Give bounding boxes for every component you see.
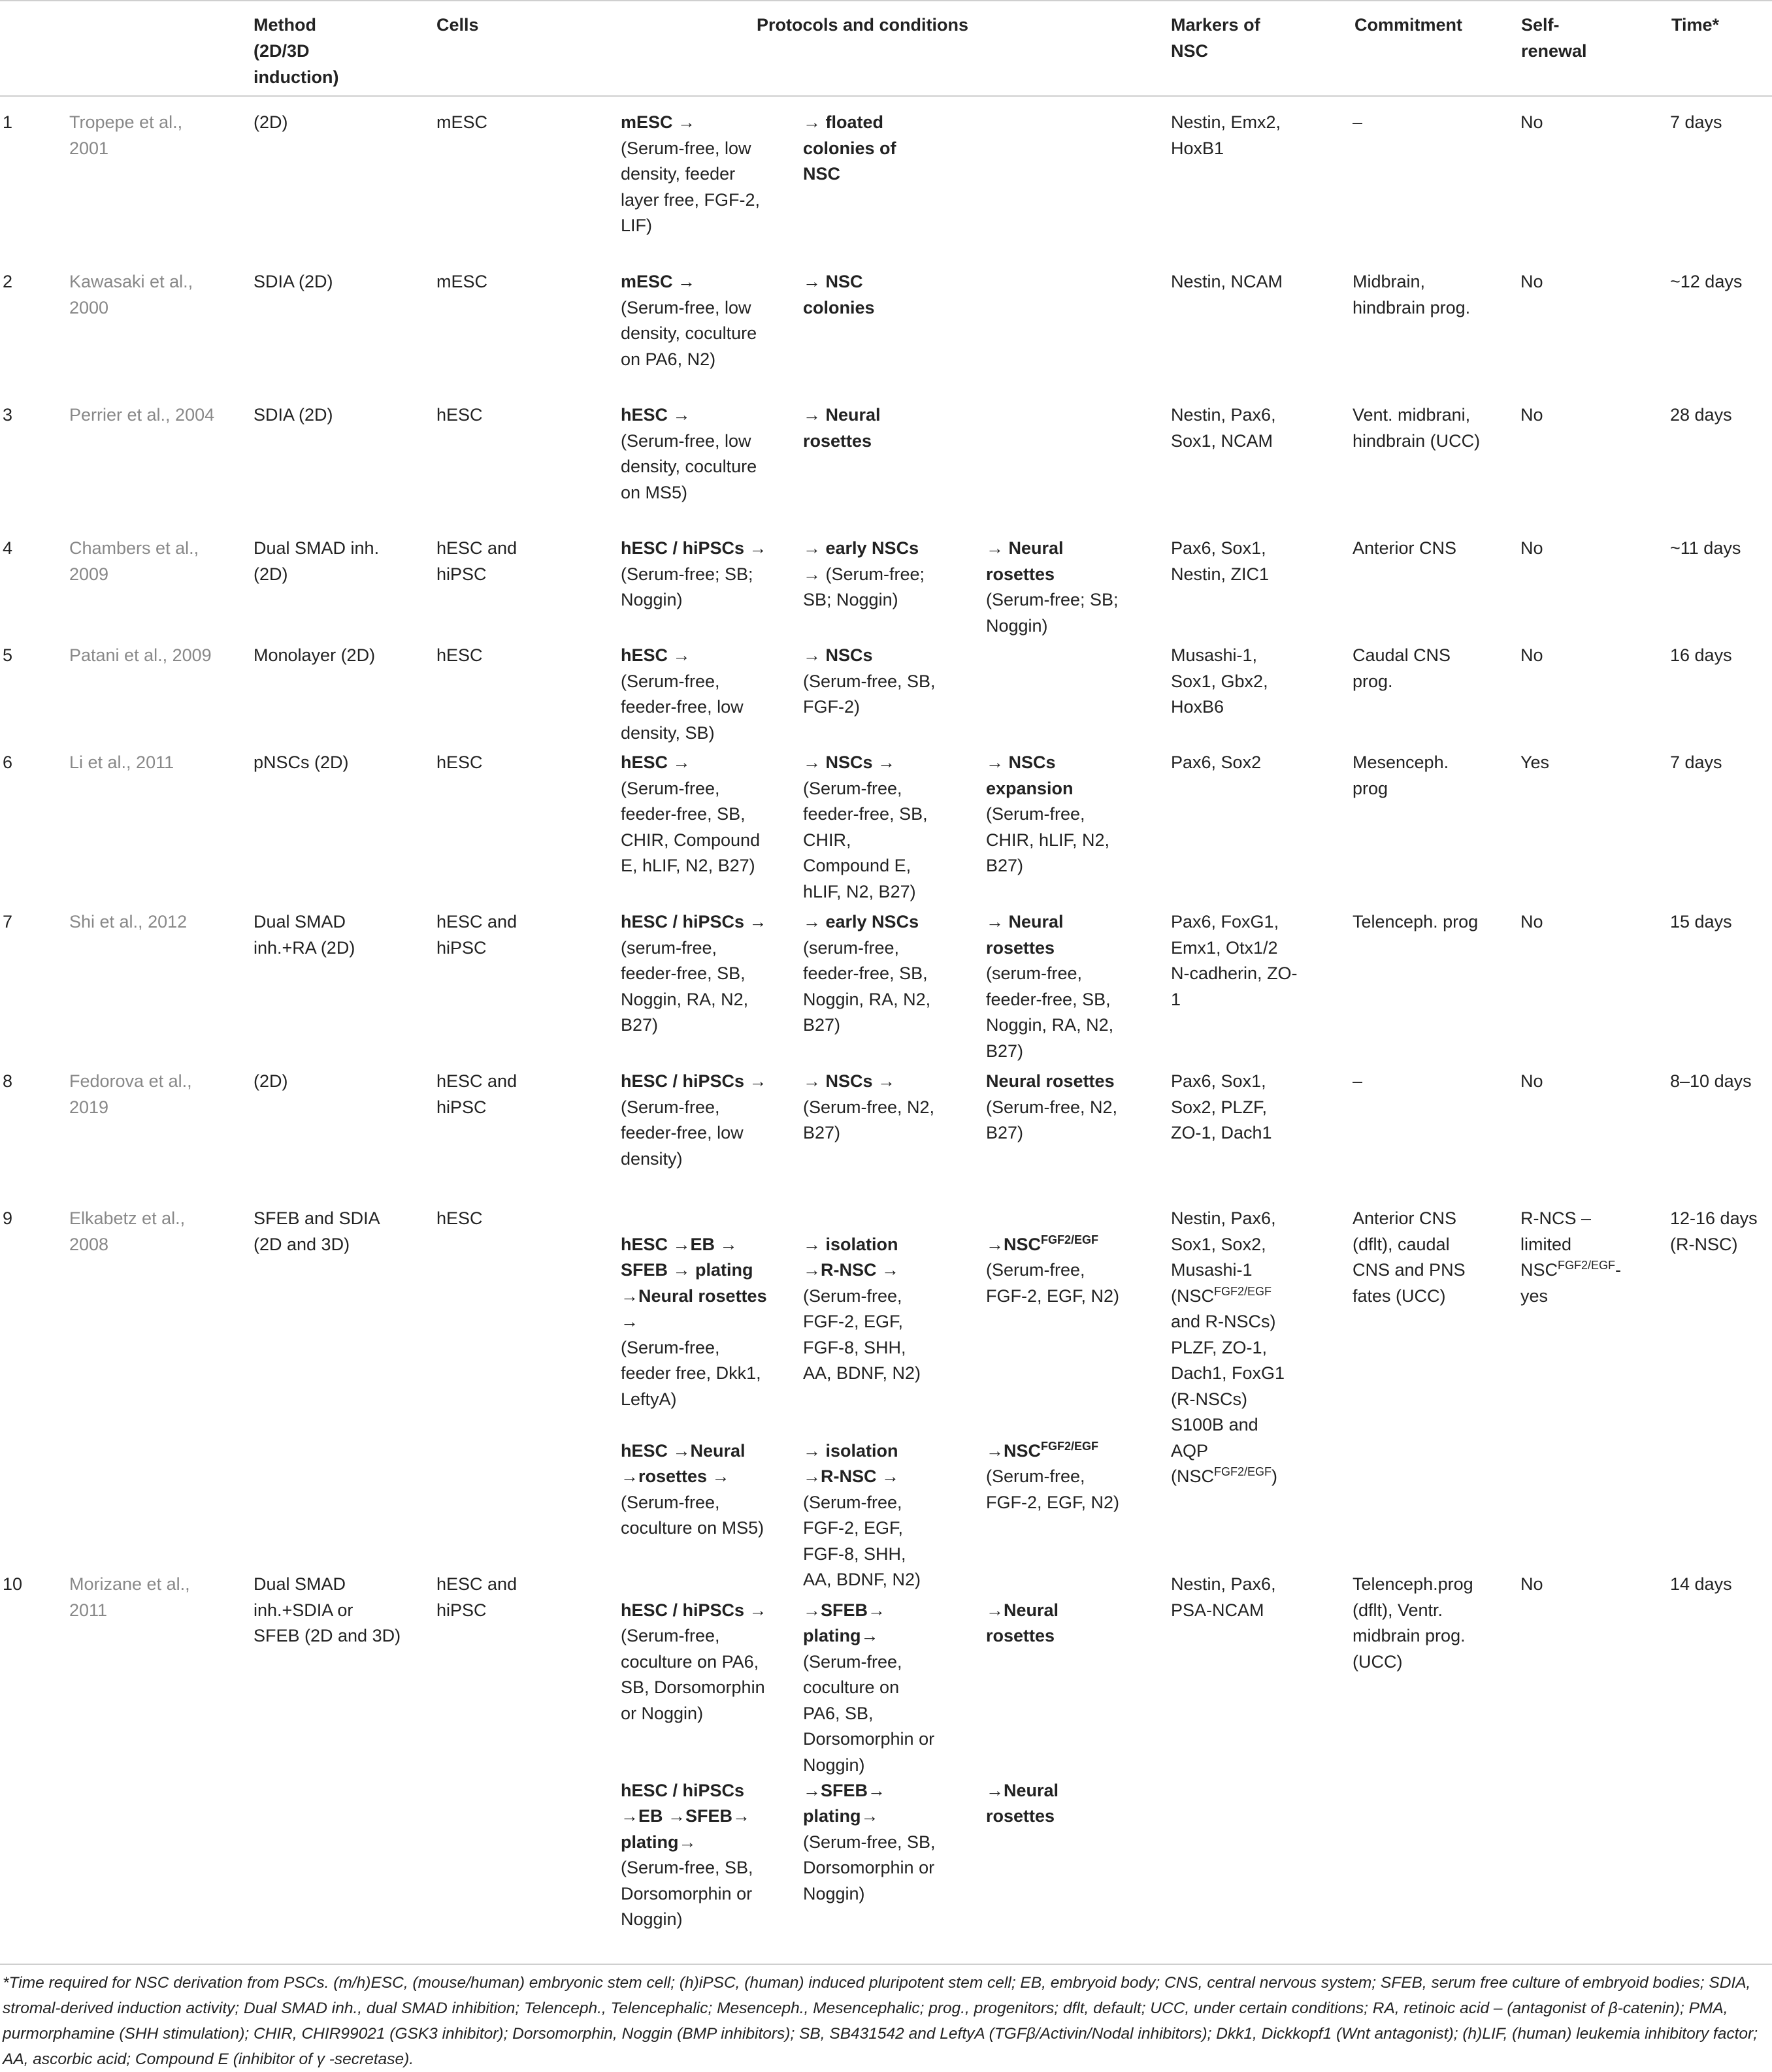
row-cells: mESC xyxy=(436,272,488,291)
protocol-step-3a-conditions: (Serum-free, FGF-2, EGF, N2) xyxy=(986,1260,1120,1306)
protocol-step-title: → Neural rosettes xyxy=(803,405,881,451)
protocol-step-1b: hESC / hiPSCs →EB →SFEB→ plating→ (Serum-free, SB, Dorsomorphin or Noggin) xyxy=(621,1780,753,1929)
row-cells: hESC xyxy=(436,405,483,425)
protocol-step-title: → early NSCs xyxy=(803,912,919,931)
protocol-step-1 xyxy=(621,402,768,506)
header-rule xyxy=(0,95,1772,97)
protocol-step-1a xyxy=(621,1206,768,1412)
row-commitment: Telenceph.prog (dflt), Ventr. midbrain prog. (UCC) xyxy=(1353,1574,1473,1672)
row-commitment: Anterior CNS (dflt), caudal CNS and PNS fates (UCC) xyxy=(1353,1208,1466,1306)
protocol-step-conditions: (Serum-free, N2, B27) xyxy=(803,1097,935,1142)
row-cells: hESC and hiPSC xyxy=(436,912,517,958)
row-time: ~12 days xyxy=(1670,272,1743,291)
protocol-step-3 xyxy=(986,909,1126,1064)
row-method: Dual SMAD inh.+RA (2D) xyxy=(254,912,355,958)
protocol-step-title: → floated colonies of NSC xyxy=(803,112,896,184)
protocol-step-3 xyxy=(986,643,1126,669)
protocol-step-1 xyxy=(621,909,768,1039)
protocol-step-conditions: (serum-free, feeder-free, SB, Noggin, RA, N2, B27) xyxy=(621,937,749,1035)
protocol-step-2 xyxy=(803,909,937,1039)
protocol-step-conditions: (Serum-free, feeder-free, SB, CHIR, Compound E, hLIF, N2, B27) xyxy=(621,778,761,875)
row-time: ~11 days xyxy=(1670,538,1741,558)
row-commitment: Telenceph. prog xyxy=(1353,912,1479,931)
protocol-step-title: → Neural rosettes xyxy=(986,538,1064,584)
row-self-renewal: Yes xyxy=(1520,753,1550,772)
row-reference: Perrier et al., 2004 xyxy=(69,405,215,425)
protocol-step-conditions: (Serum-free, low density, coculture on MS5) xyxy=(621,430,757,502)
row-time: 15 days xyxy=(1670,912,1732,931)
row-method: SDIA (2D) xyxy=(254,405,333,425)
row-reference: Kawasaki et al., 2000 xyxy=(69,272,193,317)
row-cells: hESC xyxy=(436,1208,483,1228)
nsc-superscript: FGF2/EGF xyxy=(1041,1233,1099,1246)
row-self-renewal: No xyxy=(1520,1071,1543,1091)
protocol-step-conditions: (Serum-free; SB; Noggin) xyxy=(621,564,753,609)
header-protocols: Protocols and conditions xyxy=(757,15,969,35)
protocol-step-conditions: (Serum-free; SB; Noggin) xyxy=(986,590,1119,636)
row-cells: mESC xyxy=(436,112,488,132)
row-reference: Li et al., 2011 xyxy=(69,753,174,772)
protocol-step-2b xyxy=(803,1412,937,1593)
protocol-step-2b-title: → isolation →R-NSC → xyxy=(803,1440,899,1486)
row-markers: Nestin, Emx2, HoxB1 xyxy=(1171,112,1281,158)
row-commitment: Vent. midbrani, hindbrain (UCC) xyxy=(1353,405,1481,451)
protocol-step-2 xyxy=(803,643,937,720)
row-time: 12-16 days (R-NSC) xyxy=(1670,1208,1758,1254)
protocol-step-1b-title: hESC →Neural →rosettes → xyxy=(621,1440,746,1486)
row-number: 2 xyxy=(3,272,13,291)
row-cells: hESC xyxy=(436,645,483,665)
row-commitment: Caudal CNS prog. xyxy=(1353,645,1451,691)
row-markers: Pax6, FoxG1, Emx1, Otx1/2 N-cadherin, ZO-1 xyxy=(1171,912,1298,1009)
protocol-step-3a: →Neural rosettes xyxy=(986,1600,1059,1645)
protocol-step-title: → early NSCs xyxy=(803,538,919,558)
row-method: SFEB and SDIA (2D and 3D) xyxy=(254,1208,380,1254)
protocol-step-3b: →Neural rosettes xyxy=(986,1780,1059,1826)
row-cells: hESC xyxy=(436,753,483,772)
row-self-renewal: No xyxy=(1520,272,1543,291)
protocol-step-conditions: → (Serum-free; SB; Noggin) xyxy=(803,564,925,609)
row-markers: Nestin, NCAM xyxy=(1171,272,1283,291)
row-method: Monolayer (2D) xyxy=(254,645,376,665)
protocol-step-1b-conditions: (Serum-free, coculture on MS5) xyxy=(621,1492,764,1538)
protocol-step-title: → NSCs xyxy=(803,645,873,665)
row-reference: Shi et al., 2012 xyxy=(69,912,188,931)
protocol-step-1a: hESC / hiPSCs → (Serum-free, coculture on PA6, SB, Dorsomorphin or Noggin) xyxy=(621,1600,767,1723)
row-reference: Chambers et al., 2009 xyxy=(69,538,199,584)
protocol-step-conditions: (Serum-free, SB, FGF-2) xyxy=(803,671,936,717)
protocol-step-title: Neural rosettes xyxy=(986,1071,1115,1091)
nsc-label: →NSC xyxy=(986,1234,1042,1254)
protocol-step-1a-title: hESC →EB → SFEB → plating →Neural rosettes → xyxy=(621,1234,767,1331)
row-cells: hESC and hiPSC xyxy=(436,1071,517,1117)
protocol-step-3 xyxy=(986,402,1126,429)
protocol-step-conditions: (Serum-free, feeder-free, low density) xyxy=(621,1097,744,1169)
row-number: 10 xyxy=(3,1574,23,1594)
nsc-superscript: FGF2/EGF xyxy=(1041,1439,1099,1453)
protocol-step-1 xyxy=(621,269,768,372)
row-commitment: Midbrain, hindbrain prog. xyxy=(1353,272,1471,317)
protocol-step-1 xyxy=(621,110,768,239)
protocol-step-conditions: (Serum-free, CHIR, hLIF, N2, B27) xyxy=(986,804,1110,875)
row-number: 4 xyxy=(3,538,13,558)
row-number: 3 xyxy=(3,405,13,425)
row-commitment: Mesenceph. prog xyxy=(1353,753,1449,798)
row-commitment: – xyxy=(1353,1071,1363,1091)
header-markers: Markers of NSC xyxy=(1171,15,1260,61)
protocol-step-1 xyxy=(621,1069,768,1172)
protocol-step-2 xyxy=(803,402,937,454)
row-method: SDIA (2D) xyxy=(254,272,333,291)
row-cells: hESC and hiPSC xyxy=(436,1574,517,1620)
protocol-step-conditions: (Serum-free, low density, coculture on PA6, N2) xyxy=(621,297,757,369)
row-self-renewal: No xyxy=(1520,1574,1543,1594)
header-commitment: Commitment xyxy=(1354,15,1463,35)
row-commitment: – xyxy=(1353,112,1363,132)
protocol-step-conditions: (serum-free, feeder-free, SB, Noggin, RA, N2, B27) xyxy=(986,963,1114,1061)
protocol-step-3 xyxy=(986,110,1126,136)
protocol-step-title: → NSC colonies xyxy=(803,272,875,317)
row-markers: Pax6, Sox1, Nestin, ZIC1 xyxy=(1171,538,1270,584)
header-self-renewal: Self-renewal xyxy=(1521,15,1587,61)
protocol-step-title: → NSCs → xyxy=(803,1071,896,1091)
row-markers: Pax6, Sox2 xyxy=(1171,753,1262,772)
row-time: 16 days xyxy=(1670,645,1732,665)
row-method: (2D) xyxy=(254,112,288,132)
protocol-step-title: hESC / hiPSCs → xyxy=(621,912,767,931)
protocol-step-1 xyxy=(621,643,768,746)
protocol-step-2 xyxy=(803,110,937,187)
row-time: 28 days xyxy=(1670,405,1732,425)
top-rule xyxy=(0,0,1772,1)
row-number: 1 xyxy=(3,112,13,132)
protocol-step-title: → Neural rosettes xyxy=(986,912,1064,958)
row-reference: Elkabetz et al., 2008 xyxy=(69,1208,186,1254)
protocol-step-conditions: (Serum-free, N2, B27) xyxy=(986,1097,1118,1142)
protocol-step-title: hESC → xyxy=(621,753,691,772)
row-self-renewal: No xyxy=(1520,645,1543,665)
row-method: (2D) xyxy=(254,1071,288,1091)
row-cells: hESC and hiPSC xyxy=(436,538,517,584)
protocol-step-2a-conditions: (Serum-free, FGF-2, EGF, FGF-8, SHH, AA, BDNF, N2) xyxy=(803,1286,921,1383)
protocol-step-1 xyxy=(621,750,768,879)
protocol-step-1 xyxy=(621,536,768,613)
row-method: pNSCs (2D) xyxy=(254,753,349,772)
protocol-step-3 xyxy=(986,536,1126,639)
protocol-step-3 xyxy=(986,269,1126,295)
protocol-step-1b xyxy=(621,1412,768,1542)
row-markers: Nestin, Pax6, Sox1, NCAM xyxy=(1171,405,1276,451)
protocol-step-title: mESC → xyxy=(621,112,696,132)
footnote-rule xyxy=(0,1964,1772,1965)
protocol-step-3 xyxy=(986,1069,1126,1146)
row-method: Dual SMAD inh. (2D) xyxy=(254,538,380,584)
row-markers: Nestin, Pax6, Sox1, Sox2, Musashi-1 ($NSC^{FGF2/EGF}$ and R-NSCs) PLZF, ZO-1, Dach1, FoxG1 (R-NSCs) S100B and AQP $(NSC^{FGF2/EGF})$ xyxy=(1171,1208,1285,1486)
protocol-step-conditions: (Serum-free, feeder-free, low density, SB) xyxy=(621,671,744,743)
protocol-step-2 xyxy=(803,536,937,613)
row-self-renewal: No xyxy=(1520,405,1543,425)
protocol-step-title: → NSCs → xyxy=(803,753,896,772)
header-cells: Cells xyxy=(436,15,479,35)
row-markers: Pax6, Sox1, Sox2, PLZF, ZO-1, Dach1 xyxy=(1171,1071,1272,1142)
row-number: 7 xyxy=(3,912,13,931)
protocol-step-title: hESC / hiPSCs → xyxy=(621,538,767,558)
row-number: 5 xyxy=(3,645,13,665)
row-time: 14 days xyxy=(1670,1574,1732,1594)
protocol-step-2 xyxy=(803,750,937,905)
row-time: 8–10 days xyxy=(1670,1071,1752,1091)
footnote: *Time required for NSC derivation from PSCs. (m/h)ESC, (mouse/human) embryonic stem cell; (h)iPSC, (human) induced pluripotent stem cell; EB, embryoid body; CNS, central nervous system; SFEB, serum free culture of embryoid bodies; SDIA, stromal-derived induction activity; Dual SMAD inh., dual SMAD inhibition; Telenceph., Telencephalic; Mesenceph., Mesencephalic; prog., progenitors; dflt, default; UCC, under certain conditions; RA, retinoic acid – (antagonist of β-catenin); PMA, purmorphamine (SHH stimulation); CHIR, CHIR99021 (GSK3 inhibitor); Dorsomorphin, Noggin (BMP inhibitors); SB, SB431542 and LeftyA (TGFβ/Activin/Nodal inhibitors); Dkk1, Dickkopf1 (Wnt antagonist); (h)LIF, (human) leukemia inhibitory factor; AA, ascorbic acid; Compound E (inhibitor of γ -secretase). xyxy=(3,1974,1758,2068)
protocol-step-3 xyxy=(986,750,1126,879)
row-markers: Musashi-1, Sox1, Gbx2, HoxB6 xyxy=(1171,645,1268,717)
row-reference: Tropepe et al., 2001 xyxy=(69,112,183,158)
protocol-step-2a xyxy=(803,1206,937,1387)
row-reference: Fedorova et al., 2019 xyxy=(69,1071,192,1117)
protocol-step-3b-conditions: (Serum-free, FGF-2, EGF, N2) xyxy=(986,1466,1120,1512)
protocol-step-2b-conditions: (Serum-free, FGF-2, EGF, FGF-8, SHH, AA, BDNF, N2) xyxy=(803,1492,921,1589)
protocol-step-2b: →SFEB→ plating→ (Serum-free, SB, Dorsomorphin or Noggin) xyxy=(803,1780,936,1903)
row-number: 9 xyxy=(3,1208,13,1228)
row-reference: Patani et al., 2009 xyxy=(69,645,212,665)
protocol-step-2a-title: → isolation →R-NSC → xyxy=(803,1234,899,1280)
protocol-step-title: hESC → xyxy=(621,405,691,425)
row-self-renewal: No xyxy=(1520,912,1543,931)
protocol-step-title: hESC / hiPSCs → xyxy=(621,1071,767,1091)
protocol-step-conditions: (serum-free, feeder-free, SB, Noggin, RA, N2, B27) xyxy=(803,937,931,1035)
protocol-step-conditions: (Serum-free, feeder-free, SB, CHIR, Compound E, hLIF, N2, B27) xyxy=(803,778,928,901)
protocol-step-title: → NSCs expansion xyxy=(986,753,1074,798)
row-markers: Nestin, Pax6, PSA-NCAM xyxy=(1171,1574,1276,1620)
row-time: 7 days xyxy=(1670,112,1722,132)
protocol-step-1a-conditions: (Serum-free, feeder free, Dkk1, LeftyA) xyxy=(621,1337,761,1409)
nsc-label: →NSC xyxy=(986,1440,1042,1461)
protocol-step-2a: →SFEB→ plating→ (Serum-free, coculture on PA6, SB, Dorsomorphin or Noggin) xyxy=(803,1600,935,1775)
protocol-step-2 xyxy=(803,269,937,321)
protocol-step-conditions: (Serum-free, low density, feeder layer free, FGF-2, LIF) xyxy=(621,138,761,235)
row-commitment: Anterior CNS xyxy=(1353,538,1457,558)
row-time: 7 days xyxy=(1670,753,1722,772)
row-self-renewal: No xyxy=(1520,538,1543,558)
protocol-step-title: hESC → xyxy=(621,645,691,665)
header-method: Method (2D/3D induction) xyxy=(254,15,339,87)
protocol-step-title: mESC → xyxy=(621,272,696,291)
protocol-step-3b xyxy=(986,1412,1126,1515)
row-number: 6 xyxy=(3,753,13,772)
row-number: 8 xyxy=(3,1071,13,1091)
protocol-step-2 xyxy=(803,1069,937,1146)
row-self-renewal: No xyxy=(1520,112,1543,132)
header-time: Time* xyxy=(1671,15,1720,35)
protocol-step-3a xyxy=(986,1206,1126,1309)
row-method: Dual SMAD inh.+SDIA or SFEB (2D and 3D) xyxy=(254,1574,401,1645)
row-reference: Morizane et al., 2011 xyxy=(69,1574,190,1620)
row-self-renewal: R-NCS – limited $NSC^{FGF2/EGF}-$ yes xyxy=(1520,1208,1622,1306)
